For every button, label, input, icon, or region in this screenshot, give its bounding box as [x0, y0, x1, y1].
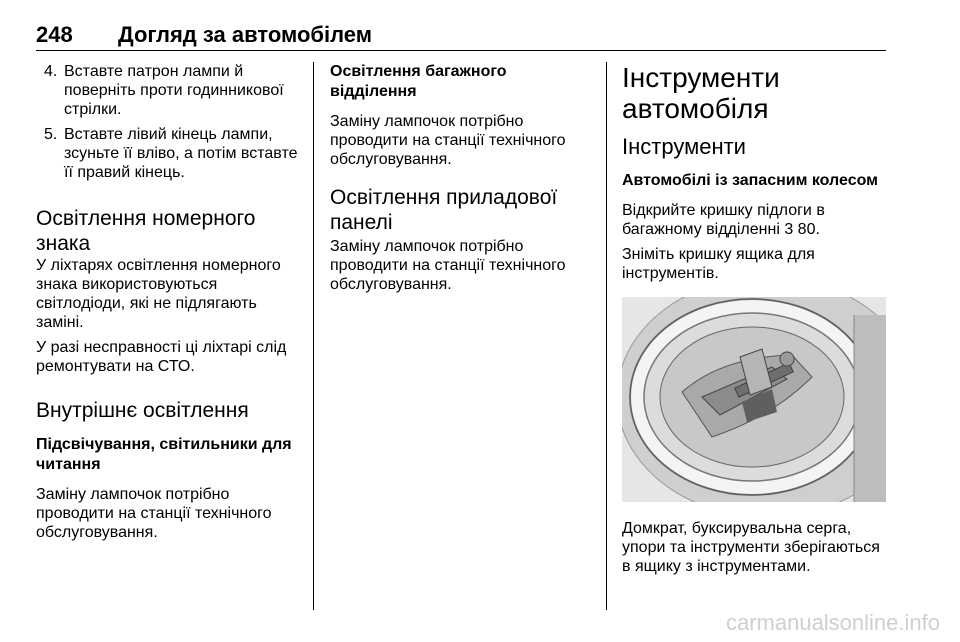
column-divider [313, 62, 314, 610]
subheading-trunk-light: Освітлення багажного відділення [330, 63, 507, 100]
paragraph: Заміну лампочок потрібно проводити на станції технічного обслуговування. [36, 486, 272, 541]
list-item [36, 62, 298, 119]
list-item [36, 125, 298, 182]
paragraph: У ліхтарях освітлення номерного знака використовуються світлодіоди, які не підлягають заміні. [36, 257, 281, 331]
page-header [36, 22, 886, 51]
column-2 [330, 62, 592, 300]
paragraph: У разі несправності ці ліхтарі слід ремонтувати на СТО. [36, 339, 287, 375]
subheading-reading-lights: Підсвічування, світильники для читання [36, 436, 292, 473]
column-3 [622, 62, 887, 582]
list-text: Вставте патрон лампи й поверніть проти годинникової стрілки. [64, 63, 284, 118]
column-1 [36, 62, 298, 548]
page-reference: 80. [793, 221, 820, 238]
list-number: 5. [44, 126, 58, 143]
arrow-reference-icon: 3 [784, 221, 794, 238]
section-heading-instrument-panel: Освітлення приладової панелі [330, 186, 558, 234]
paragraph: Зніміть кришку ящика для інструментів. [622, 246, 815, 282]
page-number: 248 [36, 22, 73, 47]
chapter-heading: Інструменти автомобіля [622, 62, 780, 124]
list-number: 4. [44, 63, 58, 80]
figure-caption: Домкрат, буксирувальна серга, упори та інструменти зберігаються в ящику з інструментами. [622, 520, 880, 575]
spare-wheel-tools-illustration [622, 297, 886, 502]
list-text: Вставте лівий кінець лампи, зсуньте її вліво, а потім вставте її правий кінець. [64, 126, 298, 181]
paragraph [622, 201, 887, 239]
paragraph: Заміну лампочок потрібно проводити на станції технічного обслуговування. [330, 238, 566, 293]
text: Відкрийте кришку підлоги в багажному відділенні [622, 202, 825, 238]
section-heading-license-plate: Освітлення номерного знака [36, 207, 256, 255]
watermark: carmanualsonline.info [725, 610, 940, 635]
section-heading-interior: Внутрішнє освітлення [36, 399, 249, 422]
section-heading-tools: Інструменти [622, 134, 746, 159]
column-divider [606, 62, 607, 610]
subheading-spare-wheel: Автомобілі із запасним колесом [622, 172, 878, 189]
page-title: Догляд за автомобілем [118, 22, 373, 47]
paragraph: Заміну лампочок потрібно проводити на станції технічного обслуговування. [330, 113, 566, 168]
